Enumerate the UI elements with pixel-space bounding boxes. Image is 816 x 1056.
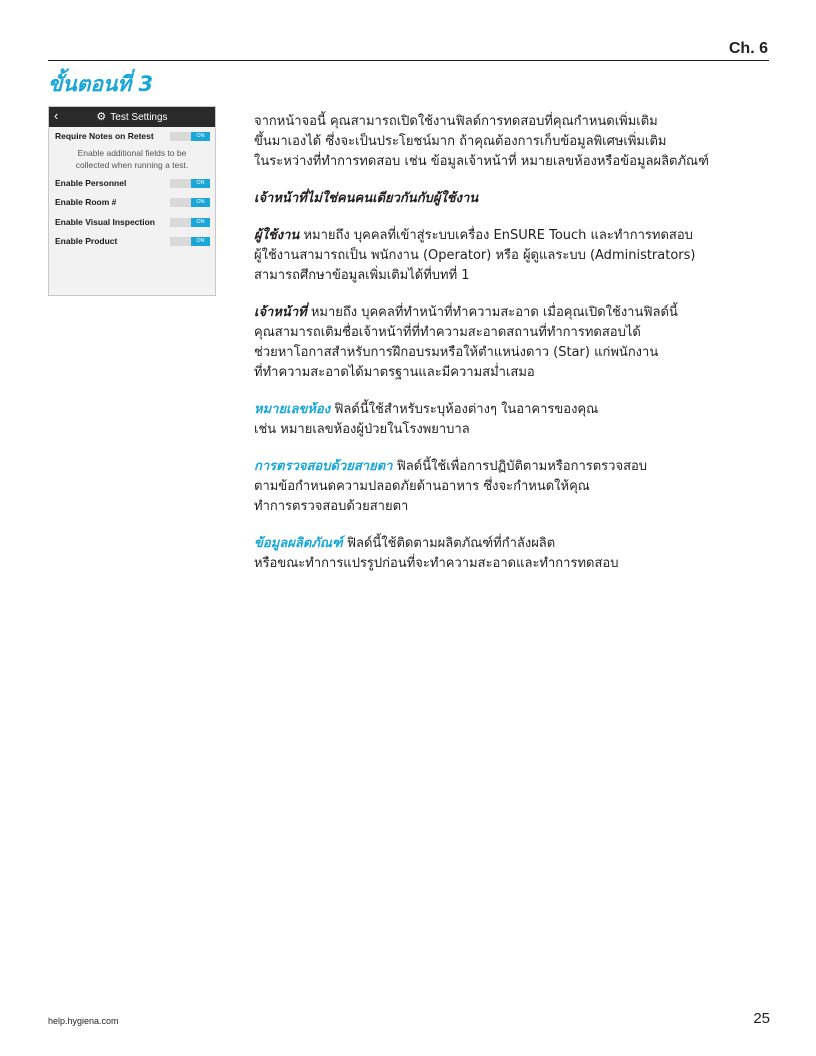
room-toggle — [170, 198, 210, 207]
text-line: ช่วยหาโอกาสสำหรับการฝึกอบรมหรือให้ตำแหน่งดาว (Star) แก่พนักงาน — [254, 345, 659, 360]
text-line: ทำการตรวจสอบด้วยสายตา — [254, 499, 409, 514]
setting-label: Enable Personnel — [55, 177, 127, 188]
setting-label: Require Notes on Retest — [55, 131, 154, 141]
user-paragraph — [254, 226, 769, 286]
description-line: Enable additional fields to be — [77, 147, 187, 158]
text-line: คุณสามารถเติมชื่อเจ้าหน้าที่ที่ทำความสะอาดสถานที่ทำการทดสอบได้ — [254, 325, 641, 340]
section-heading — [254, 189, 769, 209]
setting-label: Enable Product — [55, 236, 118, 246]
intro-paragraph — [254, 112, 769, 172]
test-settings-screenshot — [48, 106, 216, 296]
text-line: ที่ทำความสะอาดได้มาตรฐานและมีความสม่ำเสมอ — [254, 365, 535, 380]
text-line: ในระหว่างที่ทำการทดสอบ เช่น ข้อมูลเจ้าหน้าที่ หมายเลขห้องหรือข้อมูลผลิตภัณฑ์ — [254, 154, 709, 169]
term-product: ข้อมูลผลิตภัณฑ์ — [254, 536, 343, 551]
step-title: ขั้นตอนที่ 3 — [48, 72, 154, 96]
back-arrow-icon: ‹ — [54, 108, 59, 123]
text-line: ขึ้นมาเองได้ ซึ่งจะเป็นประโยชน์มาก ถ้าคุณต้องการเก็บข้อมูลพิเศษเพิ่มเติม — [254, 134, 667, 149]
heading-text: เจ้าหน้าที่ไม่ใช่คนคนเดียวกันกับผู้ใช้งาน — [254, 191, 479, 206]
settings-row-room — [49, 193, 215, 213]
toggle-state: ON — [191, 237, 210, 246]
gear-icon: ⚙ — [96, 111, 107, 123]
product-paragraph — [254, 534, 769, 574]
setting-label: Enable Room # — [55, 197, 117, 207]
term-personnel: เจ้าหน้าที่ — [254, 305, 307, 320]
text-line: จากหน้าจอนี้ คุณสามารถเปิดใช้งานฟิลด์การทดสอบที่คุณกำหนดเพิ่มเติม — [254, 114, 658, 129]
page-number: 25 — [753, 1010, 770, 1027]
text-line: ตามข้อกำหนดความปลอดภัยด้านอาหาร ซึ่งจะกำหนดให้คุณ — [254, 479, 590, 494]
text-line: เช่น หมายเลขห้องผู้ป่วยในโรงพยาบาล — [254, 422, 470, 437]
personnel-toggle — [170, 179, 210, 188]
text-line: หมายถึง บุคคลที่ทำหน้าที่ทำความสะอาด เมื่อคุณเปิดใช้งานฟิลด์นี้ — [306, 305, 678, 320]
header-divider — [48, 60, 769, 61]
text-line: หรือขณะทำการแปรรูปก่อนที่จะทำความสะอาดและทำการทดสอบ — [254, 556, 619, 571]
footer-url: help.hygiena.com — [48, 1016, 119, 1026]
toggle-state: ON — [191, 132, 210, 141]
settings-row-require-notes — [49, 127, 215, 147]
settings-description — [49, 147, 215, 174]
visual-inspection-toggle — [170, 218, 210, 227]
toggle-state: ON — [191, 179, 210, 188]
text-line: ฟิลด์นี้ใช้เพื่อการปฏิบัติตามหรือการตรวจสอบ — [392, 459, 648, 474]
require-notes-toggle — [170, 132, 210, 141]
text-line: หมายถึง บุคคลที่เข้าสู่ระบบเครื่อง EnSURE Touch และทำการทดสอบ — [299, 228, 693, 243]
text-line: ผู้ใช้งานสามารถเป็น พนักงาน (Operator) หรือ ผู้ดูแลระบบ (Administrators) — [254, 248, 696, 263]
term-user: ผู้ใช้งาน — [254, 228, 300, 243]
term-visual-inspection: การตรวจสอบด้วยสายตา — [254, 459, 393, 474]
settings-row-product — [49, 232, 215, 252]
toggle-state: ON — [191, 218, 210, 227]
product-toggle — [170, 237, 210, 246]
toggle-state: ON — [191, 198, 210, 207]
settings-row-personnel — [49, 174, 215, 194]
personnel-paragraph — [254, 303, 769, 383]
room-paragraph — [254, 400, 769, 440]
setting-label: Enable Visual Inspection — [55, 216, 155, 227]
chapter-label: Ch. 6 — [728, 40, 768, 57]
description-line: collected when running a test. — [75, 159, 189, 170]
body-content — [254, 112, 769, 591]
visual-inspection-paragraph — [254, 457, 769, 517]
text-line: ฟิลด์นี้ใช้สำหรับระบุห้องต่างๆ ในอาคารของคุณ — [330, 402, 599, 417]
phone-title-bar — [49, 107, 215, 127]
text-line: สามารถศึกษาข้อมูลเพิ่มเติมได้ที่บทที่ 1 — [254, 268, 470, 283]
settings-row-visual-inspection — [49, 213, 215, 233]
term-room: หมายเลขห้อง — [254, 402, 331, 417]
phone-screen-title: Test Settings — [110, 112, 168, 123]
text-line: ฟิลด์นี้ใช้ติดตามผลิตภัณฑ์ที่กำลังผลิต — [342, 536, 556, 551]
